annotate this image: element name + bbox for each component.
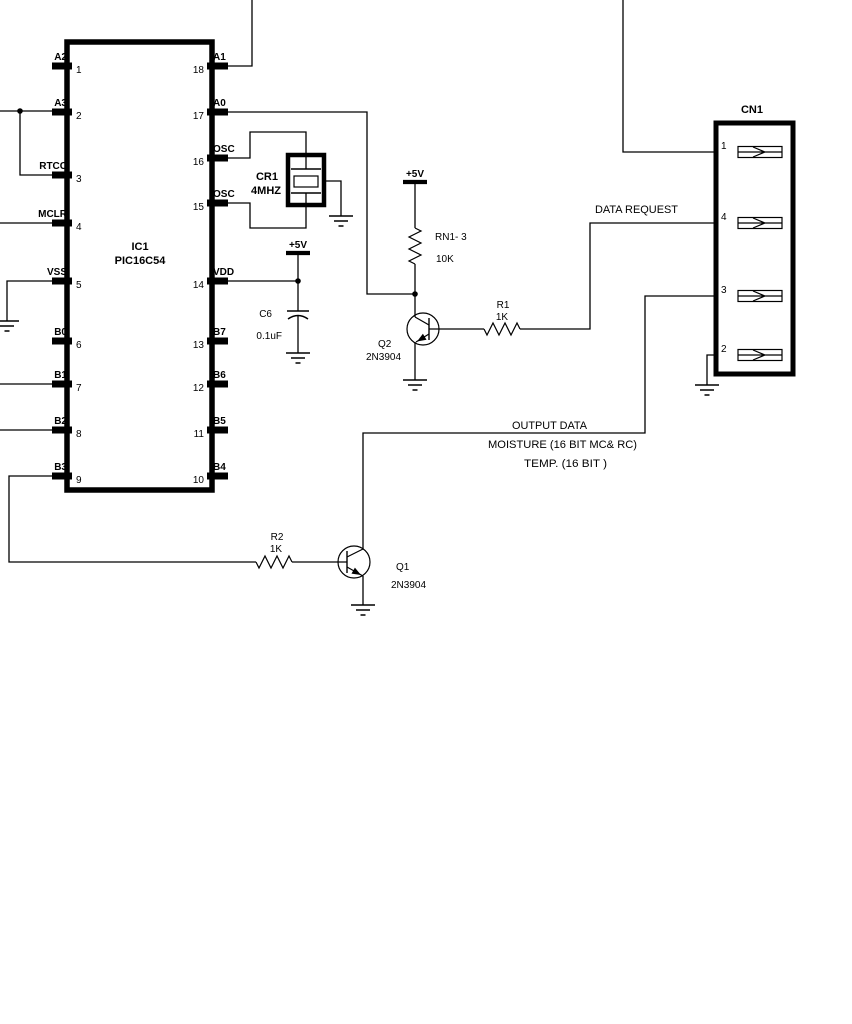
- pin-number: 11: [193, 429, 204, 440]
- pin-bar: [52, 220, 72, 227]
- pin-label: MCLR: [38, 209, 67, 220]
- transistor-part-label: 2N3904: [366, 352, 402, 363]
- pin-bar: [52, 473, 72, 480]
- pin-label: B1: [54, 370, 67, 381]
- crystal-value-label: 4MHZ: [251, 185, 281, 197]
- power-5v-label: +5V: [288, 240, 308, 251]
- pin-bar: [52, 381, 72, 388]
- pin-label: B0: [54, 327, 67, 338]
- pin-bar: [52, 63, 72, 70]
- pin-number: 7: [76, 383, 82, 394]
- pin-number: 16: [192, 157, 204, 168]
- pin-label: B3: [54, 462, 67, 473]
- pin-bar: [52, 278, 72, 285]
- ic1-pic16c54: [38, 42, 235, 490]
- resistor-ref-label: R2: [270, 532, 284, 543]
- pin-bar: [207, 473, 228, 480]
- transistor-part-label: 2N3904: [391, 580, 427, 591]
- capacitor-value-label: 0.1uF: [256, 331, 282, 342]
- pin-bar: [52, 172, 72, 179]
- capacitor-ref-label: C6: [259, 309, 272, 320]
- pin-number: 1: [76, 65, 82, 76]
- pin-label: B2: [54, 416, 67, 427]
- pin-number: 5: [76, 280, 82, 291]
- pin-label: OSC: [213, 189, 235, 200]
- pin-bar: [207, 278, 228, 285]
- junction-dot: [295, 278, 301, 284]
- pin-label: B4: [213, 462, 226, 473]
- pin-number: 14: [192, 280, 204, 291]
- pin-bar: [52, 338, 72, 345]
- pin-bar: [207, 381, 228, 388]
- power-rn1-5v: [403, 169, 427, 182]
- pin-bar: [207, 155, 228, 162]
- pin-bar: [207, 200, 228, 207]
- transistor-ref-label: Q1: [396, 562, 410, 573]
- pin-label: VDD: [213, 267, 235, 278]
- connector-body: [716, 123, 793, 374]
- resistor-ref-label: R1: [496, 300, 510, 311]
- connector-pin-number: 3: [721, 285, 727, 296]
- pin-number: 4: [76, 222, 82, 233]
- pin-label: B5: [213, 416, 226, 427]
- resistor-value-label: 1K: [495, 312, 509, 323]
- pin-label: A2: [54, 52, 67, 63]
- junction-dot: [412, 291, 418, 297]
- net-label-moisture: MOISTURE (16 BIT MC& RC): [488, 439, 637, 451]
- transistor-ref-label: Q2: [378, 339, 392, 350]
- pin-label: A0: [213, 98, 226, 109]
- pin-bar: [52, 427, 72, 434]
- resistor-ref-label: RN1- 3: [435, 232, 467, 243]
- pin-number: 3: [76, 174, 82, 185]
- junction-dot: [17, 108, 23, 114]
- pin-bar: [207, 338, 228, 345]
- pin-number: 17: [192, 111, 204, 122]
- pin-number: 10: [192, 475, 204, 486]
- net-label-output-data: OUTPUT DATA: [512, 420, 588, 432]
- pin-label: OSC: [213, 144, 235, 155]
- pin-number: 6: [76, 340, 82, 351]
- connector-ref-label: CN1: [740, 104, 764, 116]
- net-label-data-request: DATA REQUEST: [595, 204, 679, 216]
- resistor-value-label: 10K: [436, 254, 454, 265]
- pin-number: 15: [192, 202, 204, 213]
- pin-bar: [207, 427, 228, 434]
- pin-label: A1: [213, 52, 226, 63]
- connector-pin-number: 4: [721, 212, 727, 223]
- pin-bar: [52, 109, 72, 116]
- ic-part-label: PIC16C54: [114, 255, 166, 267]
- connector-pin-number: 2: [721, 344, 727, 355]
- pin-number: 9: [76, 475, 82, 486]
- pin-bar: [207, 109, 228, 116]
- pin-bar: [207, 63, 228, 70]
- pin-number: 8: [76, 429, 82, 440]
- pin-label: B7: [213, 327, 226, 338]
- power-5v-label: +5V: [405, 169, 425, 180]
- net-label-temp: TEMP. (16 BIT ): [524, 458, 607, 470]
- pin-number: 12: [192, 383, 204, 394]
- power-vdd-5v: [286, 240, 310, 253]
- pin-label: RTCC: [39, 161, 67, 172]
- resistor-value-label: 1K: [269, 544, 283, 555]
- crystal-ref-label: CR1: [255, 171, 278, 183]
- ic-ref-label: IC1: [131, 241, 149, 253]
- connector-pin-number: 1: [721, 141, 727, 152]
- pin-number: 2: [76, 111, 82, 122]
- pin-label: VSS: [46, 267, 67, 278]
- connector-cn1: [716, 104, 793, 374]
- pin-label: B6: [213, 370, 226, 381]
- pin-number: 18: [192, 65, 204, 76]
- pin-number: 13: [192, 340, 204, 351]
- pin-label: A3: [54, 98, 67, 109]
